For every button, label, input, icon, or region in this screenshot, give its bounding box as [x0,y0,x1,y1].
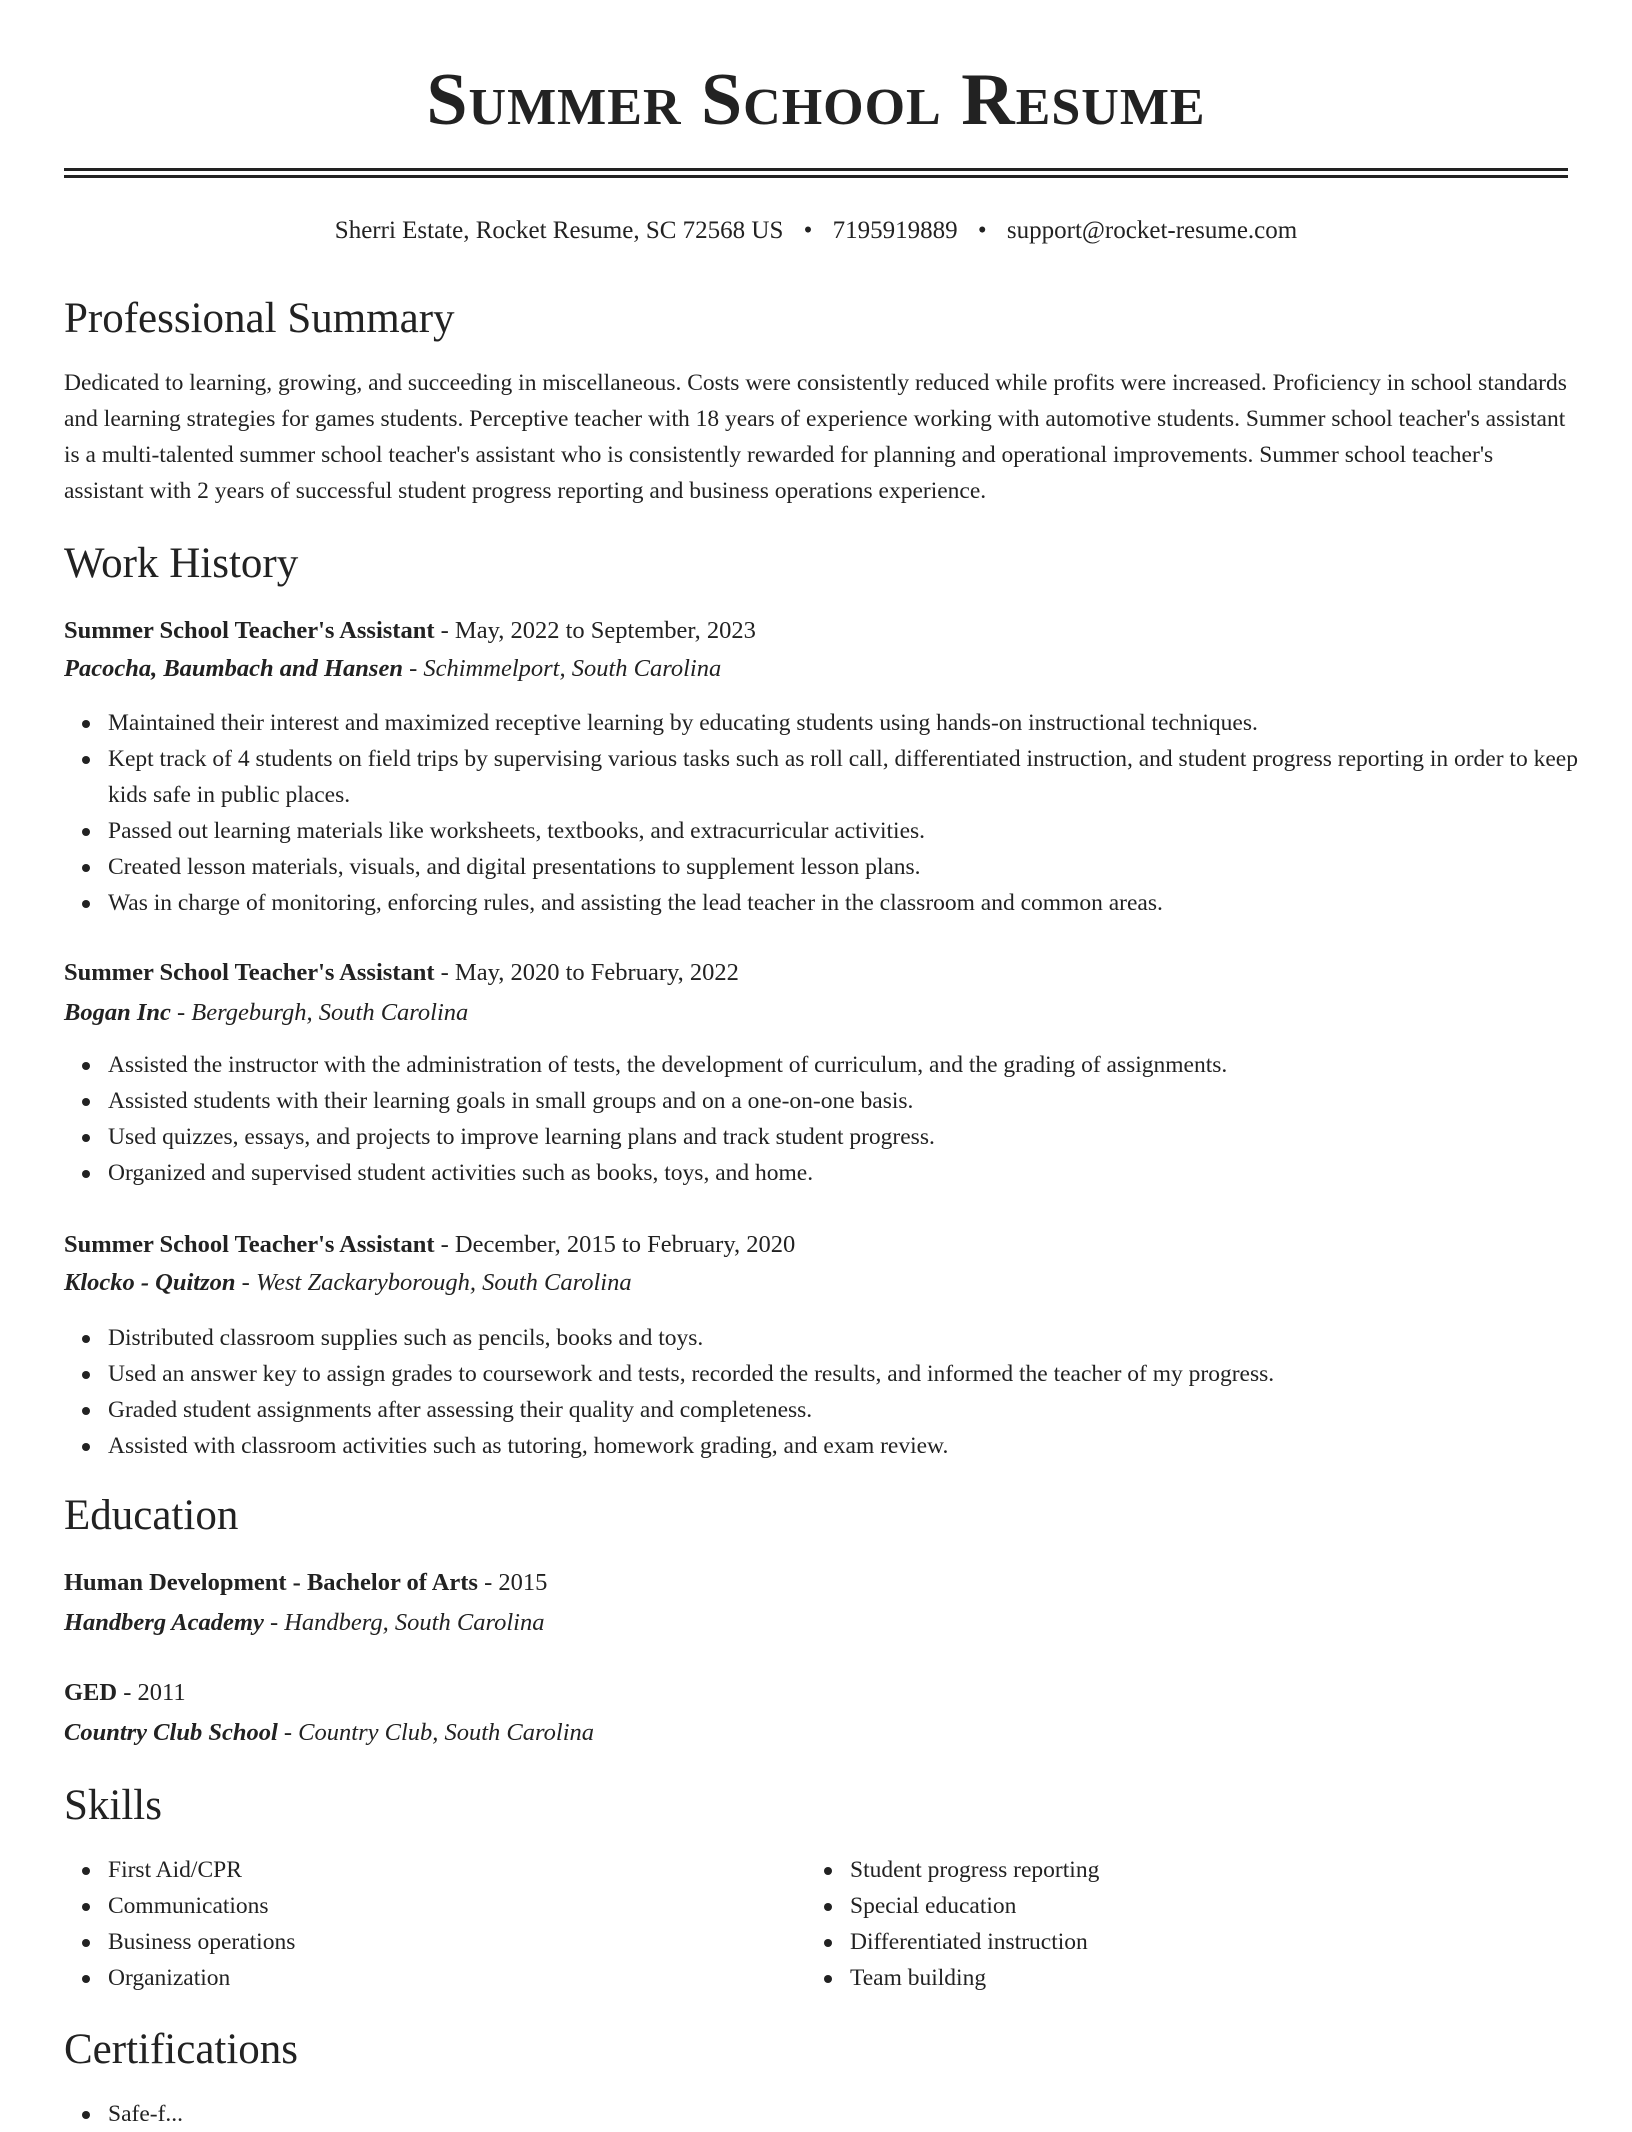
title-rule-bottom [64,175,1568,178]
job-location: - Schimmelport, South Carolina [402,655,722,682]
job-dates: - May, 2020 to February, 2022 [434,959,739,986]
contact-email: support@rocket-resume.com [1006,217,1298,244]
job-company: Pacocha, Baumbach and Hansen [64,655,403,682]
list-item: Distributed classroom supplies such as pencils, books and toys. [108,1320,1608,1356]
job-bullets [64,705,1608,921]
list-item: Team building [850,1960,1550,1996]
contact-address: Sherri Estate, Rocket Resume, SC 72568 US [334,217,784,244]
list-item: Used quizzes, essays, and projects to improve learning plans and track student progress. [108,1119,1608,1155]
education-year: - 2015 [477,1569,548,1596]
job-title-line [64,1228,795,1262]
list-item: Passed out learning materials like worksheets, textbooks, and extracurricular activities. [108,813,1608,849]
education-year: - 2011 [117,1679,186,1706]
certifications-heading: Certifications [64,2026,299,2073]
resume-title: Summer School Resume [426,59,1206,141]
education-heading: Education [64,1492,239,1539]
education-degree: Human Development - Bachelor of Arts [64,1569,478,1596]
contact-phone: 7195919889 [832,217,958,244]
list-item: Assisted with classroom activities such as tutoring, homework grading, and exam review. [108,1428,1608,1464]
list-item: Assisted the instructor with the administration of tests, the development of curriculum, and the grading of assignments. [108,1047,1608,1083]
education-school: Handberg Academy [64,1609,264,1636]
list-item: Graded student assignments after assessing their quality and completeness. [108,1392,1608,1428]
job-bullets [64,1320,1608,1464]
list-item: Maintained their interest and maximized receptive learning by educating students using hands-on instructional techniques. [108,705,1608,741]
job-company: Bogan Inc [64,999,171,1026]
list-item: Kept track of 4 students on field trips by supervising various tasks such as roll call, differentiated instruction, and student progress reporting in order to keep kids safe in public places. [108,741,1608,813]
skills-heading: Skills [64,1782,162,1829]
list-item: Business operations [108,1924,788,1960]
list-item: Organized and supervised student activities such as books, toys, and home. [108,1155,1608,1191]
contact-separator: • [977,217,987,244]
title-rule-top [64,168,1568,171]
list-item: Organization [108,1960,788,1996]
education-location: - Country Club, South Carolina [277,1719,595,1746]
list-item: Student progress reporting [850,1852,1550,1888]
list-item: Was in charge of monitoring, enforcing rules, and assisting the lead teacher in the classroom and common areas. [108,885,1608,921]
summary-heading: Professional Summary [64,295,455,342]
job-location: - West Zackaryborough, South Carolina [235,1269,632,1296]
list-item: First Aid/CPR [108,1852,788,1888]
job-bullets [64,1047,1608,1191]
education-school-line [64,1606,544,1640]
job-company: Klocko - Quitzon [64,1269,236,1296]
job-company-line [64,996,468,1030]
job-location: - Bergeburgh, South Carolina [170,999,469,1026]
contact-line [0,214,1632,248]
job-dates: - December, 2015 to February, 2020 [434,1231,796,1258]
education-degree-line [64,1676,186,1710]
list-item: Assisted students with their learning goals in small groups and on a one-on-one basis. [108,1083,1608,1119]
education-degree-line [64,1566,547,1600]
work-history-heading: Work History [64,540,299,587]
education-location: - Handberg, South Carolina [263,1609,545,1636]
job-title-line [64,956,739,990]
list-item: Safe-f... [108,2096,1608,2132]
skills-list-right [806,1852,1550,1996]
list-item: Created lesson materials, visuals, and digital presentations to supplement lesson plans. [108,849,1608,885]
education-school-line [64,1716,594,1750]
list-item: Communications [108,1888,788,1924]
list-item: Differentiated instruction [850,1924,1550,1960]
skills-list-left [64,1852,788,1996]
job-title: Summer School Teacher's Assistant [64,959,435,986]
education-degree: GED [64,1679,118,1706]
certifications-list [64,2096,1608,2132]
job-company-line [64,652,721,686]
list-item: Used an answer key to assign grades to coursework and tests, recorded the results, and informed the teacher of my progress. [108,1356,1608,1392]
job-dates: - May, 2022 to September, 2023 [434,617,756,644]
summary-text: Dedicated to learning, growing, and succeeding in miscellaneous. Costs were consistently reduced while profits were increased. Proficiency in school standards and learning strategies for games students. Perceptive teacher with 18 years of experience working with automotive students. Summer school teacher's assistant is a multi-talented summer school teacher's assistant who is consistently rewarded for planning and operational improvements. Summer school teacher's assistant with 2 years of successful student progress reporting and business operations experience. [64,370,1567,504]
job-title: Summer School Teacher's Assistant [64,617,435,644]
contact-separator: • [803,217,813,244]
list-item: Special education [850,1888,1550,1924]
job-title: Summer School Teacher's Assistant [64,1231,435,1258]
education-school: Country Club School [64,1719,278,1746]
job-title-line [64,614,756,648]
job-company-line [64,1266,632,1300]
